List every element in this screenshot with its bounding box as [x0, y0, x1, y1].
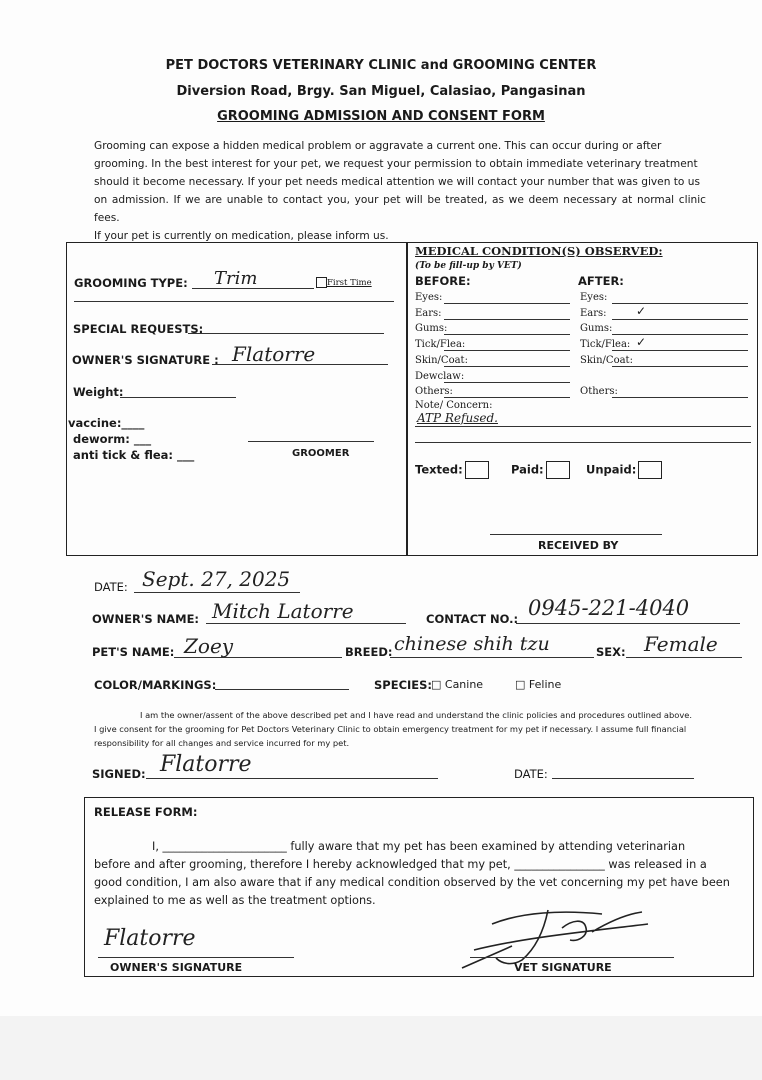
- canine-option[interactable]: □ Canine: [431, 678, 484, 691]
- pet-name-label: PET'S NAME:: [92, 645, 175, 659]
- release-paragraph: [94, 838, 748, 910]
- after-row-label: Others:: [580, 386, 618, 398]
- intro-line: on admission. If we are unable to contact you, your pet will be treated, as we deem necessary at normal clinic fees.: [94, 194, 706, 224]
- box-divider: [406, 243, 408, 555]
- intro-line: Grooming can expose a hidden medical problem or aggravate a current one. This can occur during or after: [94, 140, 662, 152]
- vet-signature-label: VET SIGNATURE: [514, 961, 612, 974]
- note-line-2[interactable]: [415, 442, 751, 443]
- date-label: DATE:: [94, 580, 128, 594]
- grooming-type-extra-line: [74, 301, 394, 302]
- intro-line: should it become necessary. If your pet needs medical attention we will contact your number that was given to us: [94, 176, 701, 188]
- paid-label: Paid:: [511, 462, 544, 477]
- before-row-label: Skin/Coat:: [415, 354, 468, 366]
- first-time-checkbox[interactable]: [316, 277, 327, 288]
- after-row-label: Gums:: [580, 323, 613, 335]
- before-row-label: Others:: [415, 386, 453, 398]
- form-title: GROOMING ADMISSION AND CONSENT FORM: [217, 109, 545, 124]
- texted-label: Texted:: [415, 462, 463, 477]
- after-row-label: Tick/Flea:: [580, 339, 631, 351]
- note-value: ATP Refused.: [417, 411, 498, 425]
- release-title: RELEASE FORM:: [94, 805, 198, 819]
- color-field[interactable]: [215, 689, 349, 690]
- consent-line: responsibility for all changes and service incurred for my pet.: [94, 738, 350, 748]
- after-row-label: Eyes:: [580, 292, 608, 303]
- medical-title: MEDICAL CONDITION(S) OBSERVED:: [415, 244, 663, 258]
- release-line: explained to me as well as the treatment options.: [94, 894, 376, 907]
- intro-line: If your pet is currently on medication, please inform us.: [94, 230, 389, 242]
- before-row-label: Tick/Flea:: [415, 339, 466, 351]
- unpaid-label: Unpaid:: [586, 462, 637, 477]
- after-row-label: Ears:: [580, 307, 607, 319]
- page-bottom-shadow: [0, 1016, 762, 1080]
- medical-subtitle: (To be fill-up by VET): [415, 261, 522, 271]
- special-requests-field[interactable]: [188, 333, 384, 334]
- release-line: before and after grooming, therefore I hereby acknowledged that my pet, ________________ was released in a: [94, 858, 707, 871]
- owner-signature-value: Flatorre: [232, 342, 316, 366]
- release-line: I, ______________________ fully aware that my pet has been examined by attending veterinarian: [152, 840, 686, 853]
- after-label: AFTER:: [578, 274, 624, 288]
- intro-line: grooming. In the best interest for your pet, we request your permission to obtain immediate veterinary treatment: [94, 158, 698, 170]
- after-row-field[interactable]: [612, 319, 748, 320]
- owner-name-value: Mitch Latorre: [212, 599, 354, 623]
- before-label: BEFORE:: [415, 274, 471, 288]
- consent-line: I am the owner/assent of the above described pet and I have read and understand the clinic policies and procedures outlined above.: [140, 710, 692, 720]
- paid-checkbox[interactable]: [546, 461, 570, 479]
- contact-field[interactable]: [516, 623, 740, 624]
- note-label: Note/ Concern:: [415, 400, 493, 411]
- before-row-label: Dewclaw:: [415, 370, 465, 382]
- breed-label: BREED:: [345, 645, 393, 659]
- weight-field[interactable]: [120, 397, 236, 398]
- release-owner-signature-label: OWNER'S SIGNATURE: [110, 961, 243, 974]
- signed-label: SIGNED:: [92, 767, 146, 781]
- before-row-label: Ears:: [415, 307, 442, 319]
- owner-name-label: OWNER'S NAME:: [92, 612, 200, 626]
- breed-value: chinese shih tzu: [394, 633, 550, 655]
- special-requests-label: SPECIAL REQUESTS:: [73, 322, 204, 336]
- vaccine-label: vaccine:____: [68, 416, 145, 430]
- deworm-label: deworm: ___: [73, 432, 152, 446]
- signed-value: Flatorre: [160, 752, 252, 777]
- after-row-label: Skin/Coat:: [580, 354, 633, 366]
- tick-flea-label: anti tick & flea: ___: [73, 448, 195, 462]
- consent-line: I give consent for the grooming for Pet Doctors Veterinary Clinic to obtain emergency treatment for my pet if necessary. I assume full financial: [94, 724, 687, 734]
- texted-checkbox[interactable]: [465, 461, 489, 479]
- groomer-signature-field[interactable]: [248, 441, 374, 442]
- paid-option: [511, 461, 570, 479]
- before-row-label: Eyes:: [415, 292, 443, 303]
- contact-label: CONTACT NO.:: [426, 612, 519, 626]
- received-by-label: RECEIVED BY: [538, 539, 619, 552]
- before-row-field[interactable]: [444, 319, 570, 320]
- before-row-field[interactable]: [444, 366, 570, 367]
- release-line: good condition, I am also aware that if any medical condition observed by the vet concerning my pet have been: [94, 876, 730, 889]
- pet-name-value: Zoey: [184, 634, 234, 658]
- release-owner-signature-value: Flatorre: [104, 926, 196, 951]
- feline-option[interactable]: □ Feline: [515, 678, 562, 691]
- clinic-name: PET DOCTORS VETERINARY CLINIC and GROOMING CENTER: [165, 58, 597, 73]
- after-row-field[interactable]: [612, 303, 748, 304]
- after-row-field[interactable]: [612, 366, 748, 367]
- unpaid-option: [586, 461, 662, 479]
- note-line-1[interactable]: [415, 426, 751, 427]
- grooming-type-value: Trim: [214, 268, 258, 289]
- signed-date-label: DATE:: [514, 767, 548, 781]
- after-row-field[interactable]: [612, 334, 748, 335]
- date-field[interactable]: [134, 592, 300, 593]
- vet-signature-field[interactable]: [470, 957, 674, 958]
- sex-label: SEX:: [596, 645, 626, 659]
- owner-name-field[interactable]: [206, 623, 406, 624]
- after-row-checkmark: ✓: [636, 335, 647, 350]
- contact-value: 0945-221-4040: [528, 596, 690, 620]
- date-value: Sept. 27, 2025: [142, 567, 291, 591]
- after-row-checkmark: ✓: [636, 303, 647, 318]
- species-label: SPECIES:: [374, 678, 433, 692]
- received-by-field[interactable]: [490, 534, 662, 535]
- sex-value: Female: [644, 632, 718, 656]
- before-row-field[interactable]: [444, 382, 570, 383]
- breed-field[interactable]: [390, 657, 594, 658]
- groomer-label: GROOMER: [292, 448, 350, 459]
- before-row-label: Gums:: [415, 323, 448, 335]
- weight-label: Weight:: [73, 385, 124, 399]
- before-row-field[interactable]: [444, 303, 570, 304]
- texted-option: [415, 461, 489, 479]
- owner-signature-label: OWNER'S SIGNATURE :: [72, 353, 219, 367]
- after-row-field[interactable]: [612, 397, 748, 398]
- before-row-field[interactable]: [444, 350, 570, 351]
- release-owner-signature-field[interactable]: [98, 957, 294, 958]
- sex-field[interactable]: [626, 657, 742, 658]
- after-row-field[interactable]: [612, 350, 748, 351]
- before-row-field[interactable]: [444, 397, 570, 398]
- clinic-address: Diversion Road, Brgy. San Miguel, Calasiao, Pangasinan: [176, 84, 586, 99]
- before-row-field[interactable]: [444, 334, 570, 335]
- signed-date-field[interactable]: [552, 778, 694, 779]
- color-label: COLOR/MARKINGS:: [94, 678, 217, 692]
- intro-paragraph: [94, 137, 706, 245]
- unpaid-checkbox[interactable]: [638, 461, 662, 479]
- signed-field[interactable]: [146, 778, 438, 779]
- first-time-label: First Time: [327, 278, 372, 288]
- grooming-type-label: GROOMING TYPE:: [74, 276, 188, 290]
